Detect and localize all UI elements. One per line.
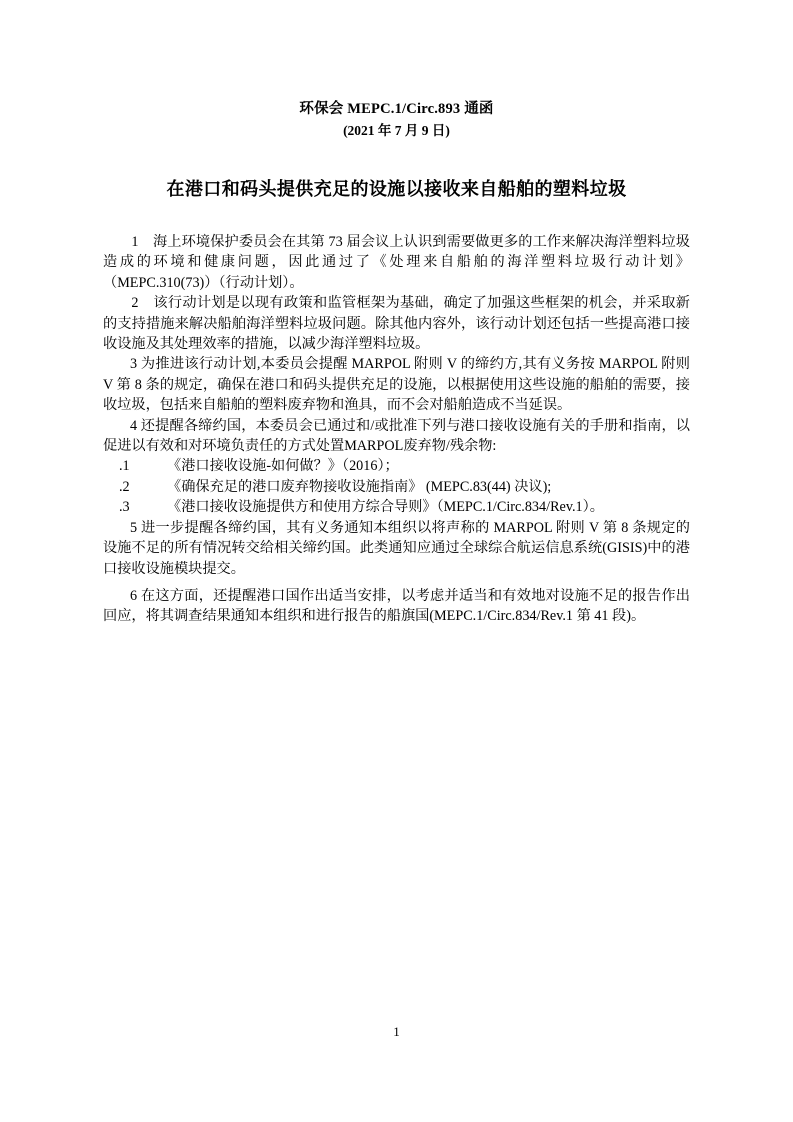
paragraph-6: 6 在这方面，还提醒港口国作出适当安排，以考虑并适当和有效地对设施不足的报告作出回应，将其调查结果通知本组织和进行报告的船旗国(MEPC.1/Circ.834/Rev.1 第 41 段)。 — [103, 587, 690, 625]
circular-date-line: (2021 年 7 月 9 日) — [343, 123, 450, 138]
list-item-marker: .1 — [119, 458, 130, 475]
paragraph-1: 1 海上环境保护委员会在其第 73 届会议上认识到需要做更多的工作来解决海洋塑料垃圾造成的环境和健康问题，因此通过了《处理来自船舶的海洋塑料垃圾行动计划》（MEPC.310(73)）（行动计划）。 — [103, 234, 690, 291]
page-content — [103, 0, 690, 627]
list-item-label: 《港口接收设施-如何做？》（2016）； — [167, 458, 399, 475]
list-item — [103, 477, 690, 497]
list-item-marker: .3 — [119, 499, 130, 516]
guidance-documents-list — [103, 456, 690, 517]
circular-reference-line: 环保会 MEPC.1/Circ.893 通函 — [299, 101, 494, 117]
paragraph-2: 2 该行动计划是以现有政策和监管框架为基础，确定了加强这些框架的机会，并采取新的支持措施来解决船舶海洋塑料垃圾问题。除其他内容外，该行动计划还包括一些提高港口接收设施及其处理效率的措施，以减少海洋塑料垃圾。 — [103, 295, 690, 353]
paragraph-5: 5 进一步提醒各缔约国，其有义务通知本组织以将声称的 MARPOL 附则 V 第 8 条规定的设施不足的所有情况转交给相关缔约国。此类通知应通过全球综合航运信息系统(GISIS)中的港口接收设施模块提交。 — [103, 519, 690, 577]
document-header — [103, 0, 690, 142]
page-number: 1 — [393, 1024, 400, 1039]
list-item-marker: .2 — [119, 478, 130, 495]
list-item-label: 《确保充足的港口废弃物接收设施指南》 (MEPC.83(44) 决议); — [167, 478, 552, 495]
list-item — [103, 497, 690, 517]
paragraph-4: 4 还提醒各缔约国，本委员会已通过和/或批准下列与港口接收设施有关的手册和指南，以促进以有效和对环境负责任的方式处置MARPOL废弃物/残余物: — [103, 417, 690, 455]
page-title: 在港口和码头提供充足的设施以接收来自船舶的塑料垃圾 — [166, 179, 627, 199]
list-item-label: 《港口接收设施提供方和使用方综合导则》（MEPC.1/Circ.834/Rev.1）。 — [167, 499, 604, 516]
list-item — [103, 456, 690, 476]
document-body — [103, 232, 690, 627]
paragraph-3: 3 为推进该行动计划,本委员会提醒 MARPOL 附则 V 的缔约方,其有义务按 MARPOL 附则 V 第 8 条的规定，确保在港口和码头提供充足的设施，以根据使用这些设施的船舶的需要，接收垃圾，包括来自船舶的塑料废弃物和渔具，而不会对船舶造成不当延误。 — [103, 356, 690, 414]
